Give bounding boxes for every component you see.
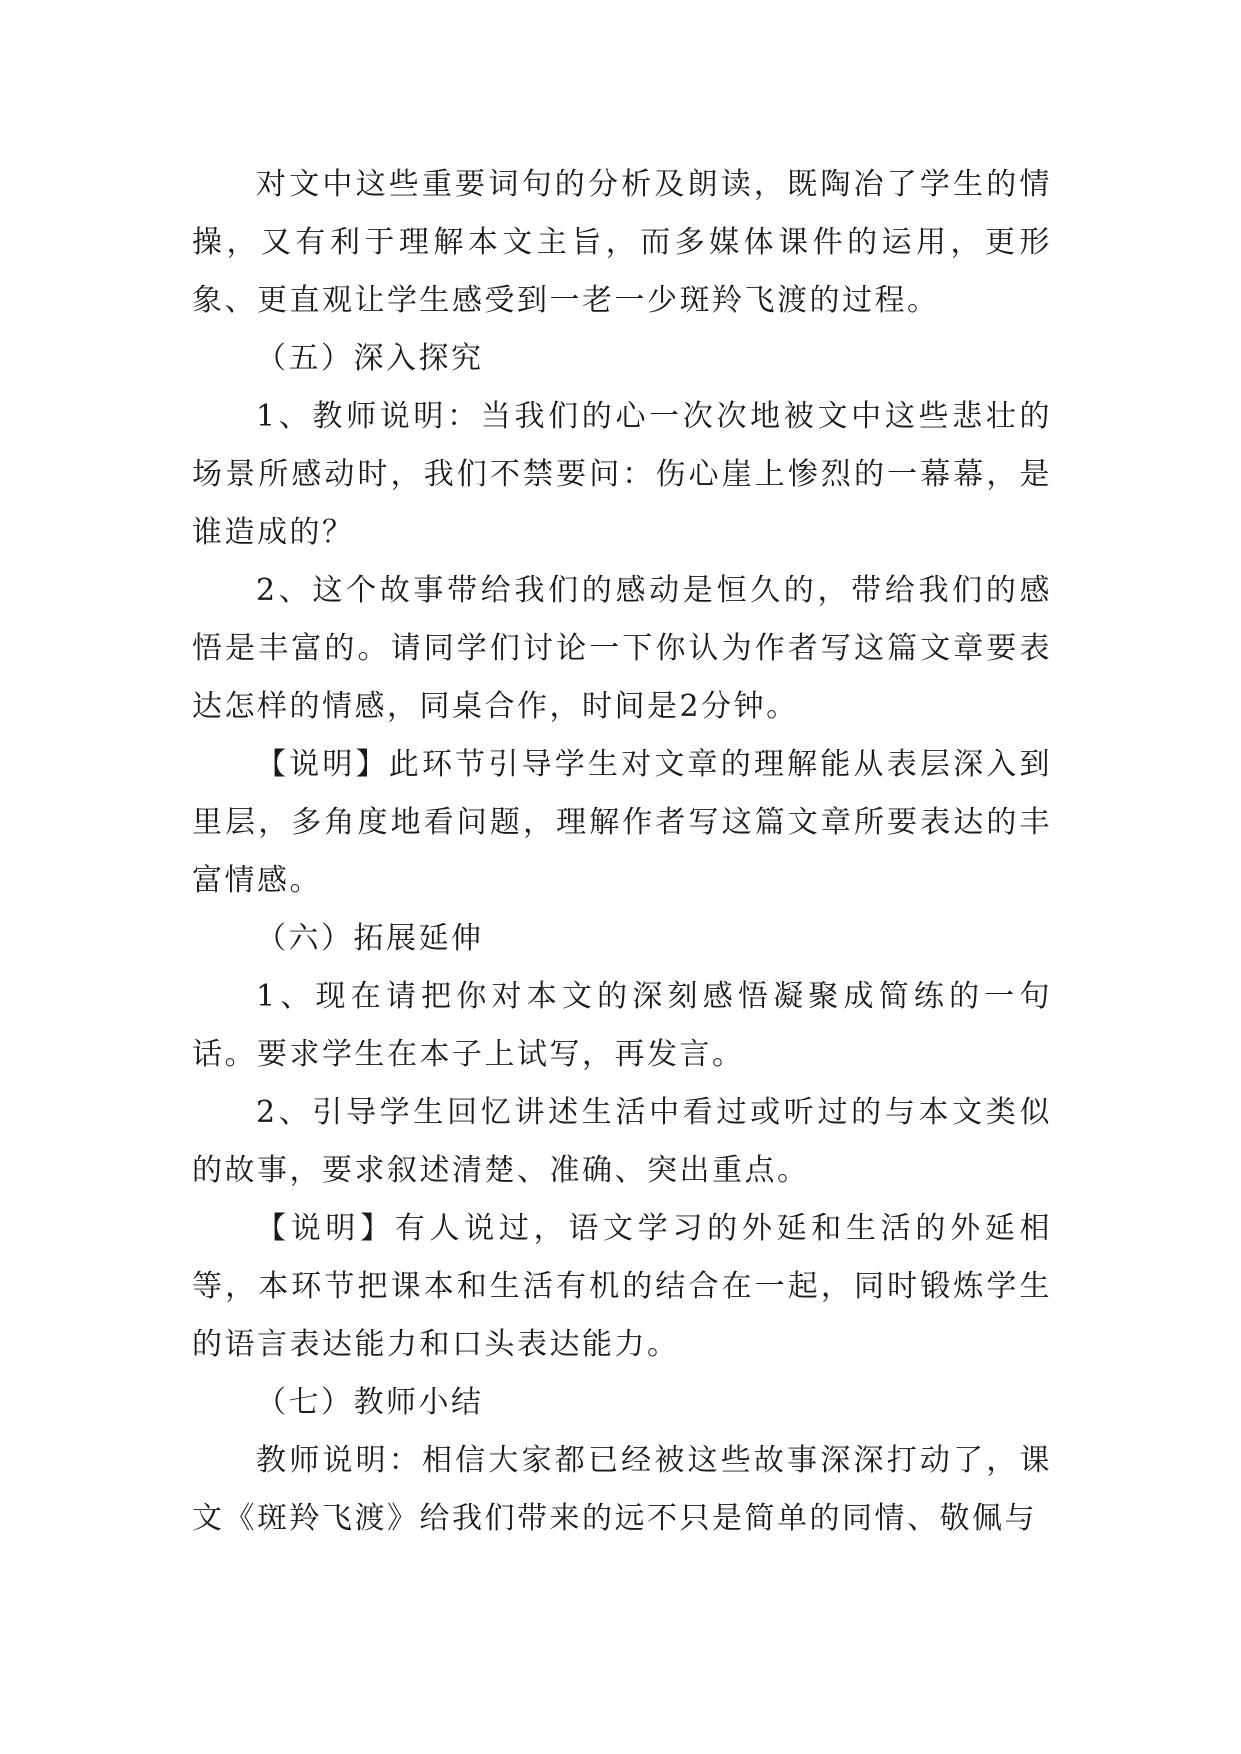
paragraph-7-1: 教师说明：相信大家都已经被这些故事深深打动了，课文《斑羚飞渡》给我们带来的远不只是简单的同情、敬佩与: [192, 1443, 1052, 1536]
paragraph-6-note: 【说明】有人说过，语文学习的外延和生活的外延相等，本环节把课本和生活有机的结合在一起，同时锻炼学生的语言表达能力和口头表达能力。: [192, 1211, 1052, 1362]
paragraph-5-1: 1、教师说明：当我们的心一次次地被文中这些悲壮的场景所感动时，我们不禁要问：伤心崖上惨烈的一幕幕，是谁造成的？: [192, 399, 1052, 550]
section-heading-7: （七）教师小结: [256, 1385, 484, 1420]
paragraph-analysis-reading: 对文中这些重要词句的分析及朗读，既陶冶了学生的情操，又有利于理解本文主旨，而多媒体课件的运用，更形象、更直观让学生感受到一老一少斑羚飞渡的过程。: [192, 167, 1052, 318]
section-heading-6: （六）拓展延伸: [256, 921, 484, 956]
document-body: [192, 156, 1052, 1548]
paragraph-5-note: 【说明】此环节引导学生对文章的理解能从表层深入到里层，多角度地看问题，理解作者写这篇文章所要表达的丰富情感。: [192, 747, 1052, 898]
paragraph-6-1: 1、现在请把你对本文的深刻感悟凝聚成简练的一句话。要求学生在本子上试写，再发言。: [192, 979, 1052, 1072]
paragraph-6-2: 2、引导学生回忆讲述生活中看过或听过的与本文类似的故事，要求叙述清楚、准确、突出重点。: [192, 1095, 1052, 1188]
paragraph-5-2: 2、这个故事带给我们的感动是恒久的，带给我们的感悟是丰富的。请同学们讨论一下你认为作者写这篇文章要表达怎样的情感，同桌合作，时间是2分钟。: [192, 573, 1052, 724]
section-heading-5: （五）深入探究: [256, 341, 484, 376]
